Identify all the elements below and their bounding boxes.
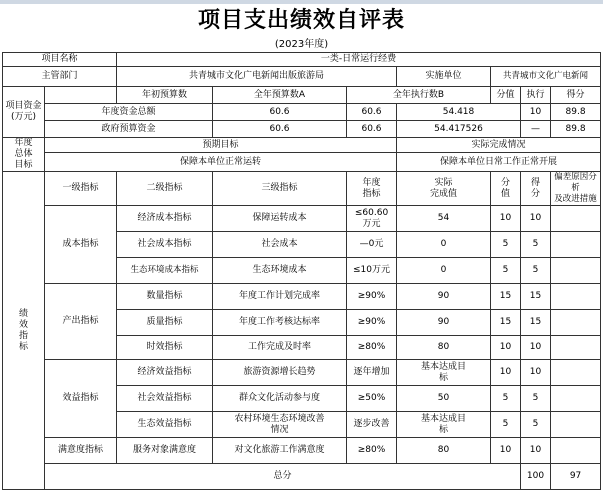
indicator-weight: 10 [491,360,521,386]
funds-header-row [3,87,601,104]
indicator-col-target: 年度 指标 [347,172,397,206]
indicator-level2: 经济成本指标 [117,206,213,232]
indicator-col-reason: 偏差原因分析 及改进措施 [551,172,601,206]
indicator-level2: 时效指标 [117,336,213,360]
indicator-level3: 群众文化活动参与度 [213,386,347,412]
project-name-label: 项目名称 [3,53,117,67]
funds-col-full-b: 全年执行数B [347,87,491,104]
indicator-col-actual: 实际 完成值 [397,172,491,206]
indicator-reason [551,284,601,310]
funds-row-name: 年度资金总额 [45,104,213,121]
indicator-level2: 社会效益指标 [117,386,213,412]
indicator-col-level2: 二级指标 [117,172,213,206]
dept-label: 主管部门 [3,67,117,87]
indicator-level2: 生态效益指标 [117,412,213,438]
indicator-level2: 质量指标 [117,310,213,336]
indicator-reason [551,310,601,336]
indicator-weight: 10 [491,206,521,232]
indicator-target: ≥80% [347,336,397,360]
goal-actual: 保障本单位日常工作正常开展 [397,153,601,172]
indicator-level2: 社会成本指标 [117,232,213,258]
indicator-target: ≥90% [347,284,397,310]
page-subtitle: (2023年度) [274,39,329,50]
funds-row-name: 政府预算资金 [45,121,213,138]
indicator-target: ≤60.60 万元 [347,206,397,232]
indicator-level3: 保障运转成本 [213,206,347,232]
indicator-score: 15 [521,310,551,336]
indicator-reason [551,206,601,232]
goal-label: 年度 总体 目标 [3,138,45,172]
indicator-weight: 5 [491,258,521,284]
funds-row-initial: 60.6 [213,121,347,138]
indicator-level2: 生态环境成本指标 [117,258,213,284]
indicator-reason [551,232,601,258]
goal-actual-label: 实际完成情况 [397,138,601,153]
indicator-score: 10 [521,360,551,386]
goal-expected-label: 预期目标 [45,138,397,153]
indicator-level1: 效益指标 [45,360,117,438]
indicator-level3: 旅游资源增长趋势 [213,360,347,386]
indicator-target: ≥50% [347,386,397,412]
indicator-reason [551,438,601,464]
indicator-level2: 数量指标 [117,284,213,310]
indicator-level3: 对文化旅游工作满意度 [213,438,347,464]
funds-col-full-a: 全年预算数A [213,87,347,104]
indicator-level3: 工作完成及时率 [213,336,347,360]
indicator-reason [551,360,601,386]
indicator-row [3,206,601,232]
indicator-reason [551,386,601,412]
goal-row [3,153,601,172]
indicator-score: 15 [521,284,551,310]
indicator-col-score: 得 分 [521,172,551,206]
indicator-reason [551,258,601,284]
indicator-weight: 15 [491,310,521,336]
indicator-weight: 10 [491,336,521,360]
indicator-score: 5 [521,258,551,284]
indicator-level1: 成本指标 [45,206,117,284]
indicator-weight: 10 [491,438,521,464]
indicator-actual: 50 [397,386,491,412]
indicator-actual: 基本达成目 标 [397,360,491,386]
indicator-actual: 80 [397,438,491,464]
indicator-weight: 15 [491,284,521,310]
total-label: 总分 [45,464,521,490]
funds-row-initial: 60.6 [213,104,347,121]
page-title: 项目支出绩效自评表 [197,7,405,33]
indicator-level3: 社会成本 [213,232,347,258]
impl-unit-value: 共青城市文化广电新闻 [491,67,601,87]
indicator-col-level1: 一级指标 [45,172,117,206]
indicator-row [3,360,601,386]
indicator-score: 10 [521,336,551,360]
funds-row-full-b: 54.417526 [397,121,521,138]
indicator-actual: 54 [397,206,491,232]
indicator-weight: 5 [491,412,521,438]
evaluation-table [2,52,601,490]
dept-value: 共青城市文化广电新闻出版旅游局 [117,67,397,87]
indicator-actual: 基本达成目 标 [397,412,491,438]
funds-col-score: 得分 [551,87,601,104]
indicator-score: 10 [521,206,551,232]
indicator-row [3,438,601,464]
indicator-score: 5 [521,412,551,438]
goal-header-row [3,138,601,153]
indicator-level3: 生态环境成本 [213,258,347,284]
indicator-score: 5 [521,386,551,412]
indicator-score: 5 [521,232,551,258]
funds-row-full-a: 60.6 [347,104,397,121]
indicator-col-weight: 分 值 [491,172,521,206]
funds-row-rate: 89.8 [551,121,601,138]
indicator-level2: 服务对象满意度 [117,438,213,464]
indicator-weight: 5 [491,386,521,412]
funds-col-weight: 分值 [491,87,521,104]
indicator-level3: 农村环境生态环境改善 情况 [213,412,347,438]
indicator-col-level3: 三级指标 [213,172,347,206]
goal-expected: 保障本单位正常运转 [45,153,397,172]
department-row [3,67,601,87]
top-strip [0,0,603,4]
impl-unit-label: 实施单位 [397,67,491,87]
indicator-actual: 90 [397,310,491,336]
funds-row-weight: — [521,121,551,138]
indicator-score: 10 [521,438,551,464]
total-row [3,464,601,490]
indicator-reason [551,412,601,438]
project-name-row [3,53,601,67]
indicator-target: ≥80% [347,438,397,464]
indicator-target: 逐年增加 [347,360,397,386]
funds-row-full-a: 60.6 [347,121,397,138]
indicator-header-row [3,172,601,206]
project-name-value: 一类-日常运行经费 [117,53,601,67]
indicator-level3: 年度工作考核达标率 [213,310,347,336]
indicator-row [3,284,601,310]
indicator-target: 逐步改善 [347,412,397,438]
indicator-target: —0元 [347,232,397,258]
indicator-level1: 满意度指标 [45,438,117,464]
funds-blank [45,87,117,104]
indicator-level3: 年度工作计划完成率 [213,284,347,310]
indicator-level1: 产出指标 [45,284,117,360]
indicator-actual: 0 [397,232,491,258]
indicator-section-label: 绩 效 指 标 [3,172,45,490]
indicator-actual: 0 [397,258,491,284]
indicator-target: ≤10万元 [347,258,397,284]
funds-row-weight: 10 [521,104,551,121]
indicator-actual: 90 [397,284,491,310]
total-weight: 100 [521,464,551,490]
indicator-level2: 经济效益指标 [117,360,213,386]
funds-col-exec-rate: 执行 [521,87,551,104]
indicator-weight: 5 [491,232,521,258]
funds-label: 项目资金 (万元) [3,87,45,138]
indicator-reason [551,336,601,360]
funds-row-full-b: 54.418 [397,104,521,121]
indicator-actual: 80 [397,336,491,360]
funds-row-rate: 89.8 [551,104,601,121]
funds-row [3,104,601,121]
funds-col-initial: 年初预算数 [117,87,213,104]
indicator-target: ≥90% [347,310,397,336]
funds-row [3,121,601,138]
total-score: 97 [551,464,601,490]
